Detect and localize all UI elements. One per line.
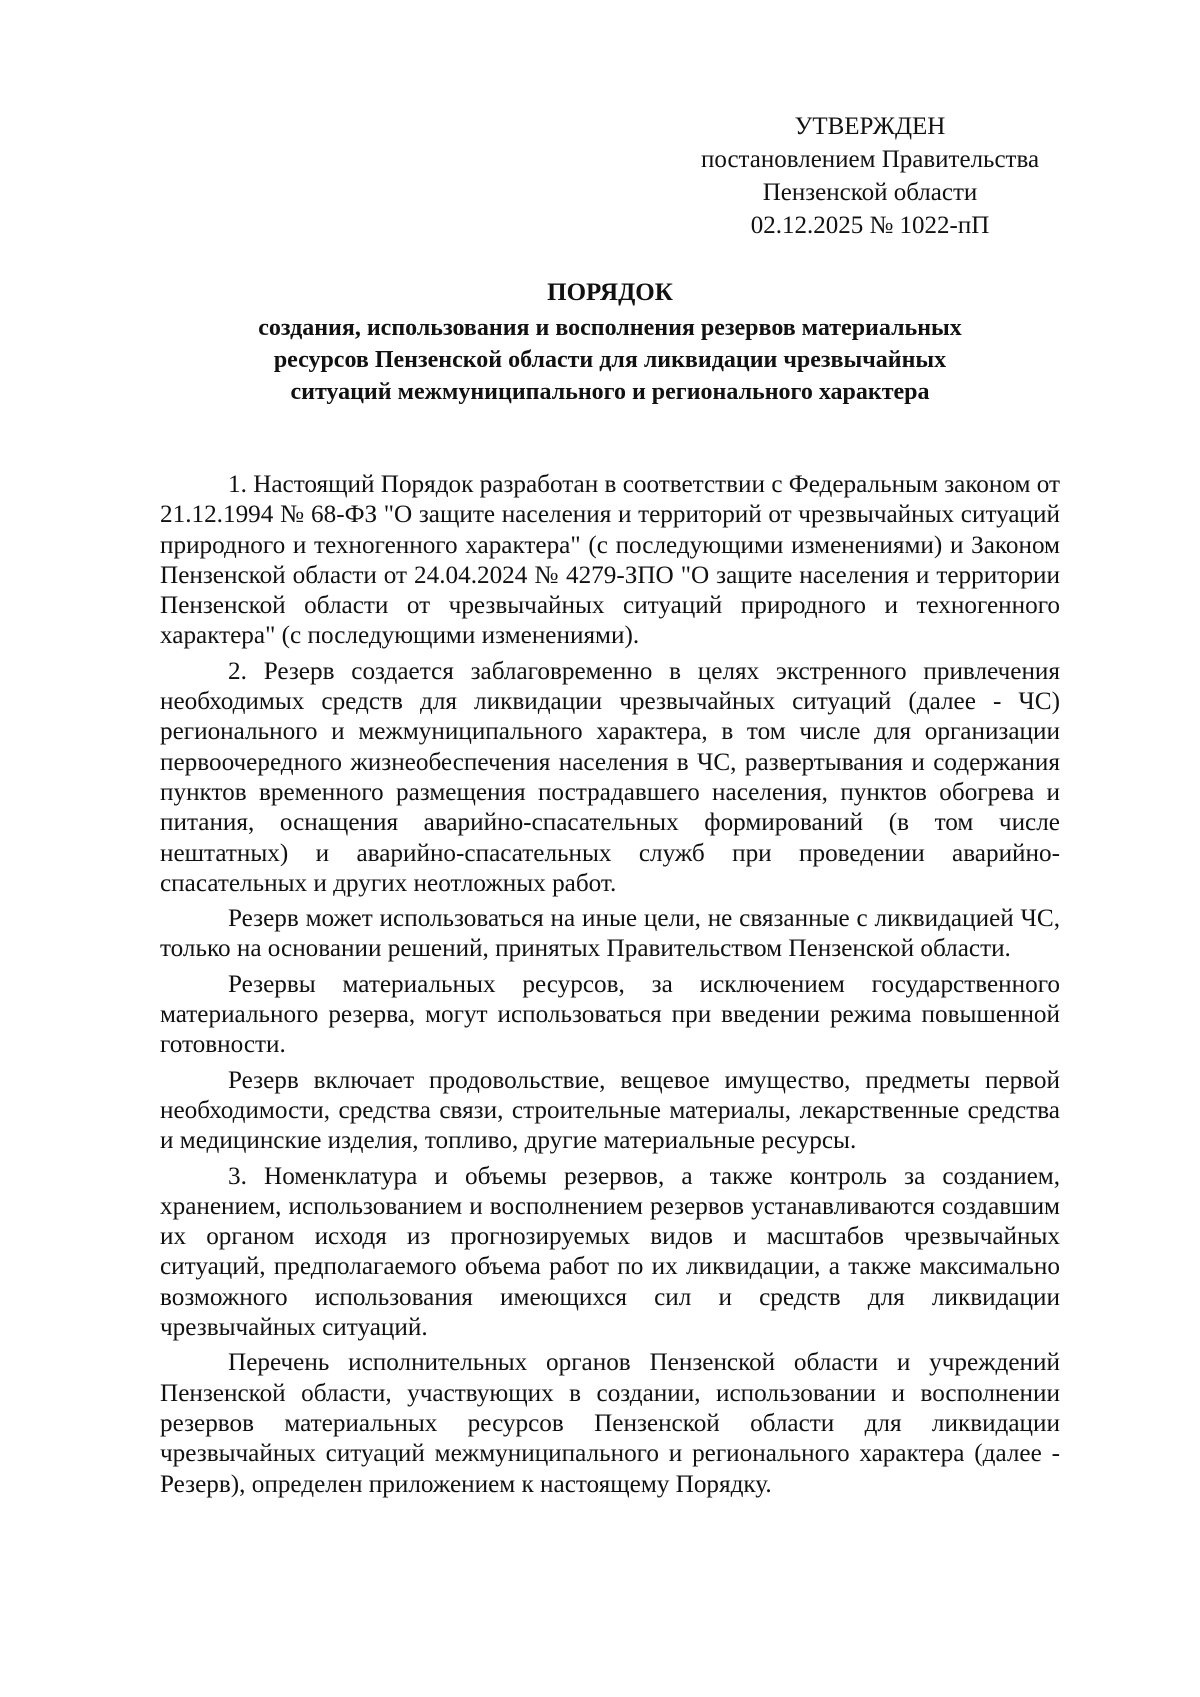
paragraph-5: Резерв включает продовольствие, вещевое имущество, предметы первой необходимости, средства связи, строительные материалы, лекарственные средства и медицинские изделия, топливо, другие материальные ресурсы.: [160, 1066, 1060, 1155]
document-body: [160, 470, 1060, 1505]
paragraph-7: Перечень исполнительных органов Пензенской области и учреждений Пензенской области, участвующих в создании, использовании и восполнении резервов материальных ресурсов Пензенской области для ликвидации чрезвычайных ситуаций межмуниципального и регионального характера (далее - Резерв), определен приложением к настоящему Порядку.: [160, 1349, 1060, 1498]
paragraph-4: Резервы материальных ресурсов, за исключением государственного материального резерва, могут использоваться при введении режима повышенной готовности.: [160, 970, 1060, 1059]
title-subtitle-line-2: ресурсов Пензенской области для ликвидации чрезвычайных: [273, 347, 947, 373]
approval-decree-line: постановлением Правительства: [700, 146, 1040, 173]
paragraph-1: 1. Настоящий Порядок разработан в соответствии с Федеральным законом от 21.12.1994 № 68-ФЗ "О защите населения и территорий от чрезвычайных ситуаций природного и техногенного характера" (с последующими изменениями) и Законом Пензенской области от 24.04.2024 № 4279-ЗПО "О защите населения и территории Пензенской области от чрезвычайных ситуаций природного и техногенного характера" (с последующими изменениями).: [160, 471, 1060, 650]
paragraph-2: 2. Резерв создается заблаговременно в целях экстренного привлечения необходимых средств для ликвидации чрезвычайных ситуаций (далее - ЧС) регионального и межмуниципального характера, в том числе для организации первоочередного жизнеобеспечения населения в ЧС, развертывания и содержания пунктов временного размещения пострадавшего населения, пунктов обогрева и питания, оснащения аварийно-спасательных формирований (в том числе нештатных) и аварийно-спасательных служб при проведении аварийно-спасательных и других неотложных работ.: [160, 657, 1060, 897]
title-subtitle-line-1: создания, использования и восполнения резервов материальных: [258, 315, 962, 341]
paragraph-3: Резерв может использоваться на иные цели, не связанные с ликвидацией ЧС, только на основании решений, принятых Правительством Пензенской области.: [160, 905, 1060, 963]
approval-stamp: [700, 110, 1040, 242]
paragraph-6: 3. Номенклатура и объемы резервов, а также контроль за созданием, хранением, использованием и восполнением резервов устанавливаются создавшим их органом исходя из прогнозируемых видов и масштабов чрезвычайных ситуаций, предполагаемого объема работ по их ликвидации, а также максимально возможного использования имеющихся сил и средств для ликвидации чрезвычайных ситуаций.: [160, 1162, 1060, 1342]
approval-date-number: 02.12.2025 № 1022-пП: [750, 212, 990, 239]
document-title: [160, 276, 1060, 408]
title-main: ПОРЯДОК: [547, 279, 673, 306]
title-subtitle-line-3: ситуаций межмуниципального и регионального характера: [290, 379, 930, 405]
approval-region-line: Пензенской области: [762, 179, 978, 206]
approval-heading: УТВЕРЖДЕН: [794, 113, 946, 140]
